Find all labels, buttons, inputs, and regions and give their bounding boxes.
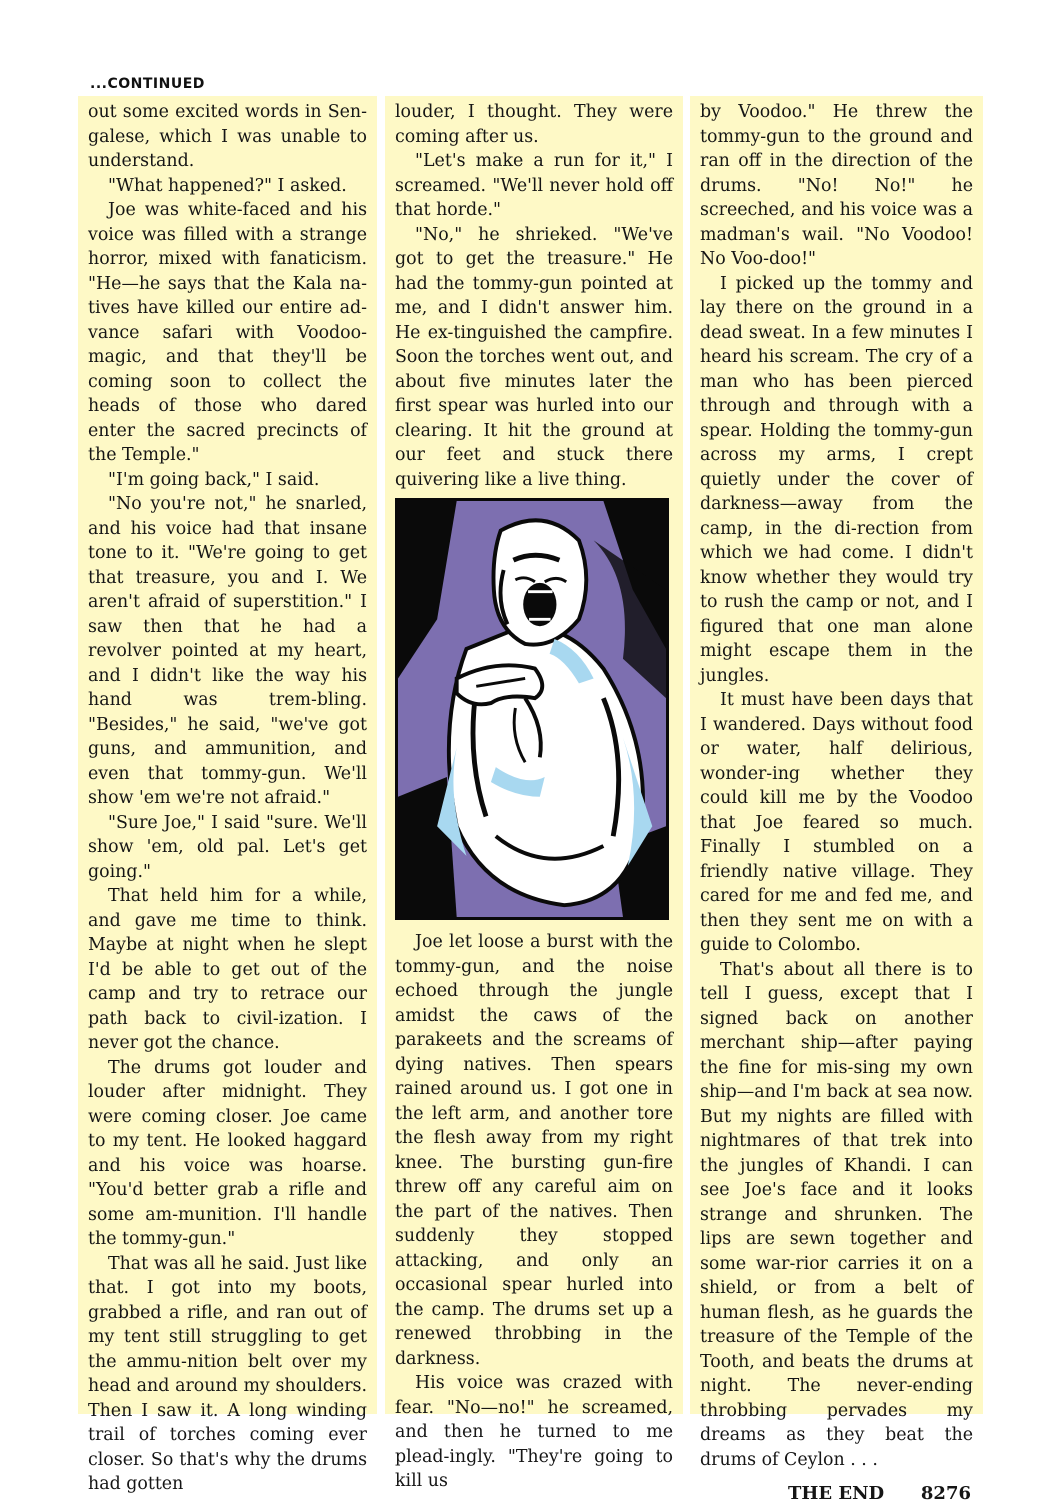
paragraph: "What happened?" I asked. (108, 175, 347, 196)
paragraph: Joe was white-faced and his voice was filled with a strange horror, mixed with fanaticism. "He—he says that the Kala na-tives have killed our entire ad-vance safari with Voodoo-magic, and that they'll be coming soon to collect the heads of those who dared enter the sacred precincts of the Temple." (88, 200, 367, 465)
text-column-3 (690, 96, 983, 1504)
paragraph: The drums got louder and louder after midnight. They were coming closer. Joe came to my tent. He looked haggard and his voice was hoarse. "You'd better grab a rifle and some am-munition. I'll handle the tommy-gun." (88, 1057, 367, 1249)
the-end-label: THE END (788, 1483, 885, 1504)
paragraph: "No," he shrieked. "We've got to get the treasure." He had the tommy-gun pointed at me, and I didn't answer him. He ex-tinguished the campfire. Soon the torches went out, and about five minutes later the first spear was hurled into our clearing. It hit the ground at our feet and stuck there quivering like a live thing. (395, 224, 673, 490)
paragraph: "Let's make a run for it," I screamed. "We'll never hold off that horde." (395, 151, 673, 220)
paragraph: It must have been days that I wandered. Days without food or water, half delirious, wonder-ing whether they could kill me by the Voodoo that Joe feared so much. Finally I stumbled on a friendly native village. They cared for me and fed me, and then they sent me on with a guide to Colombo. (700, 690, 973, 955)
paragraph: out some excited words in Sen-galese, which I was unable to understand. (88, 102, 367, 171)
paragraph: I picked up the tommy and lay there on the ground in a dead sweat. In a few minutes I heard his scream. The cry of a man who has been pierced through and through with a spear. Holding the tommy-gun across my arms, I crept quietly under the cover of darkness—away from the camp, in the di-rection from which we had come. I didn't know whether they would try to rush the camp or not, and I figured that one man alone might escape them in the jungles. (700, 273, 973, 686)
end-line (700, 1482, 973, 1507)
text-column-2 (385, 96, 683, 1491)
paragraph: "I'm going back," I said. (108, 469, 320, 490)
paragraph: That held him for a while, and gave me time to think. Maybe at night when he slept I'd be able to get out of the camp and try to retrace our path back to civil-ization. I never got the chance. (88, 886, 367, 1053)
paragraph: louder, I thought. They were coming after us. (395, 102, 673, 147)
paragraph: His voice was crazed with fear. "No—no!" he screamed, and then he turned to me plead-ingly. "They're going to kill us (395, 1373, 673, 1491)
screaming-man-illustration (395, 498, 669, 920)
paragraph: "Sure Joe," I said "sure. We'll show 'em, old pal. Let's get going." (88, 812, 367, 882)
story-code: 8276 (920, 1483, 971, 1504)
paragraph: That's about all there is to tell I guess, except that I signed back on another merchant ship—after paying the fine for mis-sing my own ship—and I'm back at sea now. But my nights are filled with nightmares of that trek into the jungles of Khandi. I can see Joe's face and it looks strange and shrunken. The lips are sewn together and some war-rior carries it on a shield, or from a belt of human flesh, as he guards the treasure of the Temple of the Tooth, and beats the drums at night. The never-ending throbbing pervades my dreams as they beat the drums of Ceylon . . . (700, 959, 973, 1470)
illustration-artwork (398, 501, 666, 917)
text-column-1 (78, 96, 377, 1494)
paragraph: That was all he said. Just like that. I got into my boots, grabbed a rifle, and ran out of my tent still struggling to get the ammu-nition belt over my head and around my shoulders. Then I saw it. A long winding trail of torches coming ever closer. So that's why the drums had gotten (88, 1253, 367, 1494)
paragraph: by Voodoo." He threw the tommy-gun to the ground and ran off in the direction of the drums. "No! No!" he screeched, and his voice was a madman's wail. "No Voodoo! No Voo-doo!" (700, 102, 973, 269)
paragraph: "No you're not," he snarled, and his voice had that insane tone to it. "We're going to get that treasure, you and I. We aren't afraid of superstition." I saw then that he had a revolver pointed at my heart, and I didn't like the way his hand was trem-bling. "Besides," he said, "we've got guns, and ammunition, and even that tommy-gun. We'll show 'em we're not afraid." (88, 494, 367, 808)
continued-header: ...CONTINUED (90, 76, 205, 92)
paragraph: Joe let loose a burst with the tommy-gun, and the noise echoed through the jungle amidst the caws of the parakeets and the screams of dying natives. Then spears rained around us. I got one in the left arm, and another tore the flesh away from my right knee. The bursting gun-fire threw off any careful aim on the part of the natives. Then suddenly they stopped attacking, and only an occasional spear hurled into the camp. The drums set up a renewed throbbing in the darkness. (395, 932, 673, 1369)
